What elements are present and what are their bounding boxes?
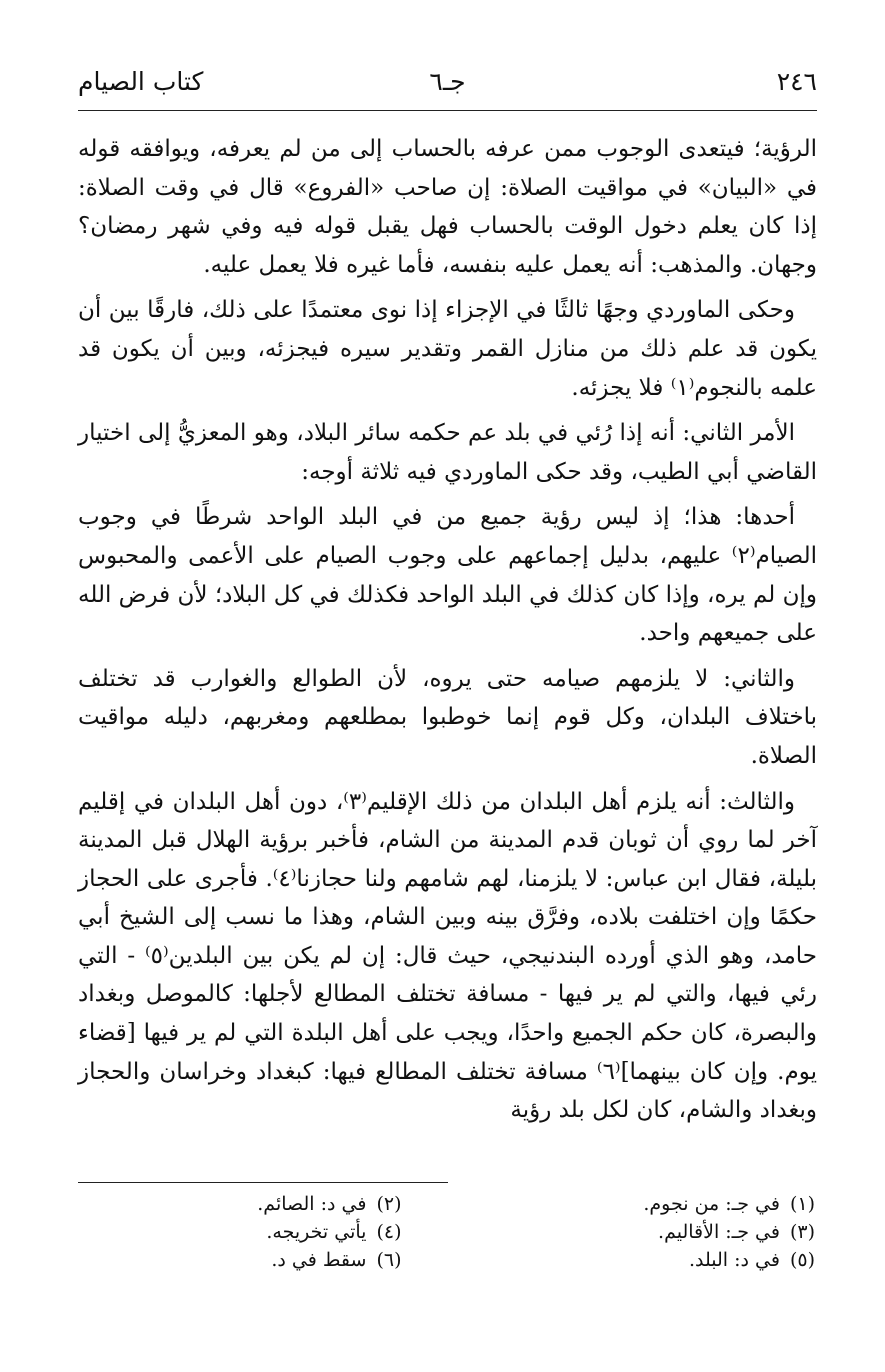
page-header bbox=[78, 62, 817, 102]
footnote-text: في د: البلد. bbox=[688, 1249, 780, 1271]
footnote-text: في د: الصائم. bbox=[257, 1193, 367, 1215]
footnote-number: (٥) bbox=[789, 1249, 815, 1271]
footnote-number: (٤) bbox=[376, 1221, 402, 1243]
footnote-text: يأتي تخريجه. bbox=[266, 1221, 367, 1243]
footnote-number: (٢) bbox=[376, 1193, 402, 1215]
footnote-item bbox=[494, 1218, 816, 1246]
volume-label: جـ٦ bbox=[429, 67, 466, 96]
paragraph: الأمر الثاني: أنه إذا رُئي في بلد عم حكمه سائر البلاد، وهو المعزيُّ إلى اختيار القاضي أبي الطيب، وقد حكى الماوردي فيه ثلاثة أوجه: bbox=[78, 420, 817, 485]
page-number: ٢٤٦ bbox=[776, 67, 817, 96]
footnote-text: في جـ: من نجوم. bbox=[643, 1193, 780, 1215]
paragraph: والثالث: أنه يلزم أهل البلدان من ذلك الإقليم⁽٣⁾، دون أهل البلدان في إقليم آخر لما روي أن ثوبان قدم المدينة من الشام، فأخبر برؤية الهلال قبل المدينة بليلة، فقال ابن عباس: لا يلزمنا، لهم شامهم ولنا حجازنا⁽٤⁾. فأجرى على الحجاز حكمًا وإن اختلفت بلاده، وفرَّق بينه وبين الشام، وهذا ما نسب إلى الشيخ أبي حامد، وهو الذي أورده البندنيجي، حيث قال: إن لم يكن بين البلدين⁽٥⁾ - التي رئي فيها، والتي لم ير فيها - مسافة تختلف المطالع لأجلها: كالموصل وبغداد والبصرة، كان حكم الجميع واحدًا، ويجب على أهل البلدة التي لم ير فيها [قضاء يوم. وإن كان بينهما]⁽٦⁾ مسافة تختلف المطالع فيها: كبغداد وخراسان والحجاز وبغداد والشام، كان لكل بلد رؤية bbox=[78, 788, 817, 1124]
footnote-number: (١) bbox=[789, 1193, 815, 1215]
footnote-item bbox=[494, 1190, 816, 1218]
paragraph: أحدها: هذا؛ إذ ليس رؤية جميع من في البلد الواحد شرطًا في وجوب الصيام⁽٢⁾ عليهم، بدليل إجماعهم على وجوب الصيام على الأعمى والمحبوس وإن لم يره، وإذا كان كذلك في البلد الواحد فكذلك في كل البلاد؛ لأن فرض الله على جميعهم واحد. bbox=[78, 504, 817, 647]
paragraph: الرؤية؛ فيتعدى الوجوب ممن عرفه بالحساب إلى من لم يعرفه، ويوافقه قوله في «البيان» في مواقيت الصلاة: إن صاحب «الفروع» قال في وقت الصلاة: إذا كان يعلم دخول الوقت بالحساب فهل يقبل قوله فيه وفي شهر رمضان؟ وجهان. والمذهب: أنه يعمل عليه بنفسه، فأما غيره فلا يعمل عليه. bbox=[78, 136, 817, 278]
header-divider bbox=[78, 110, 817, 111]
footnote-divider bbox=[78, 1182, 448, 1183]
footnote-item bbox=[80, 1190, 494, 1218]
paragraph: وحكى الماوردي وجهًا ثالثًا في الإجزاء إذا نوى معتمدًا على ذلك، فارقًا بين أن يكون قد علم ذلك من منازل القمر وتقدير سيره فيجزئه، وبين أن يكون قد علمه بالنجوم⁽١⁾ فلا يجزئه. bbox=[78, 297, 817, 401]
footnote-item bbox=[80, 1218, 494, 1246]
footnote-item bbox=[80, 1246, 494, 1274]
footnote-number: (٣) bbox=[789, 1221, 815, 1243]
footnotes bbox=[80, 1190, 815, 1274]
main-text bbox=[78, 130, 817, 1137]
footnote-text: سقط في د. bbox=[271, 1249, 367, 1271]
footnote-item bbox=[494, 1246, 816, 1274]
book-title: كتاب الصيام bbox=[78, 67, 204, 96]
paragraph: والثاني: لا يلزمهم صيامه حتى يروه، لأن الطوالع والغوارب قد تختلف باختلاف البلدان، وكل قوم إنما خوطبوا بمطلعهم ومغربهم، دليله مواقيت الصلاة. bbox=[78, 665, 817, 769]
footnote-number: (٦) bbox=[376, 1249, 402, 1271]
footnote-text: في جـ: الأقاليم. bbox=[658, 1221, 780, 1243]
